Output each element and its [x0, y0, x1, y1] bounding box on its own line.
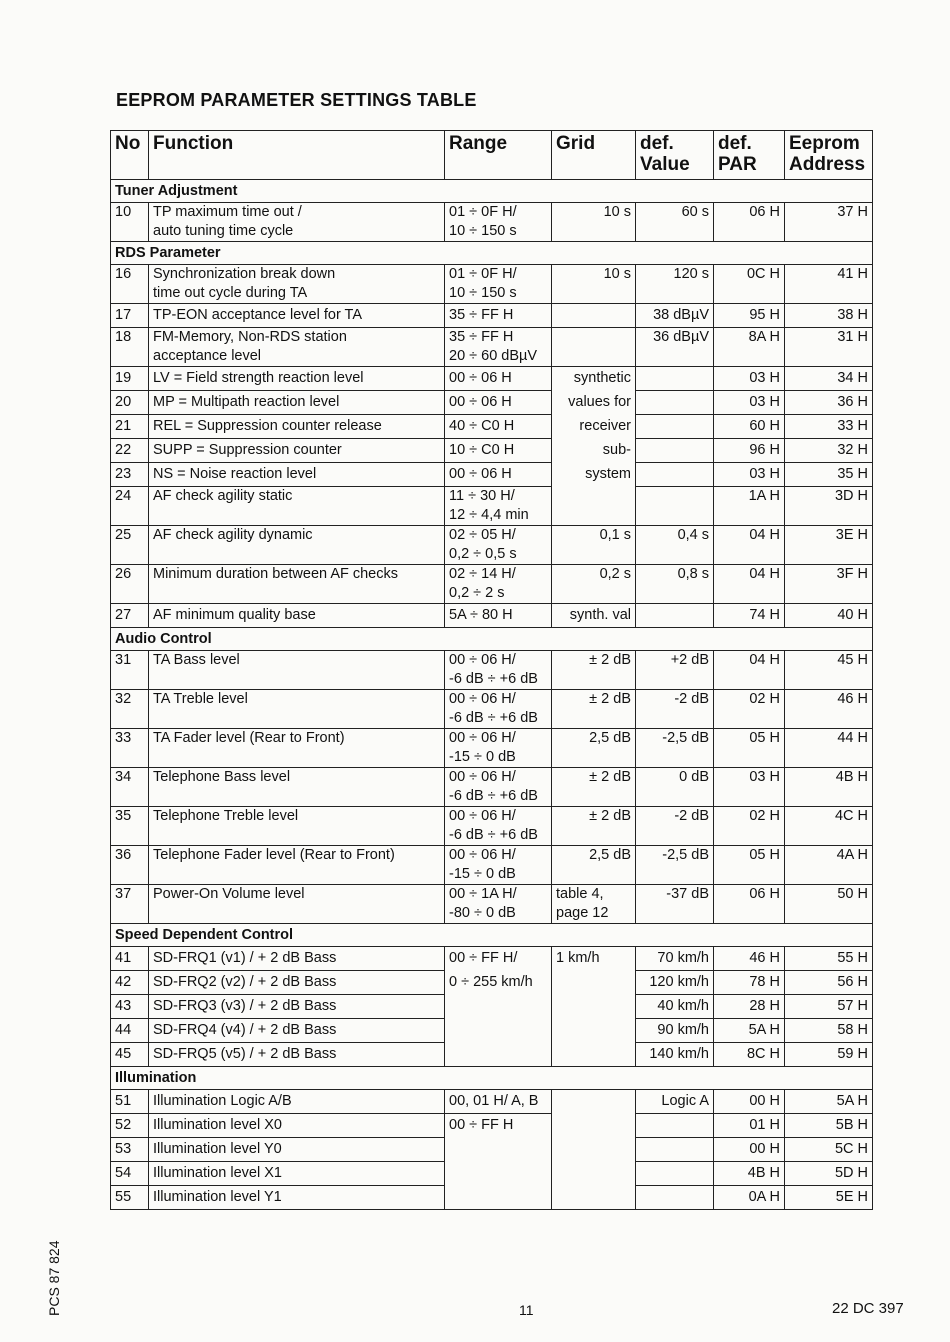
cell-def-par: 0A H: [714, 1186, 785, 1210]
cell-grid: 1 km/h: [552, 947, 636, 971]
cell-range: 35 ÷ FF H 20 ÷ 60 dBµV: [445, 328, 552, 367]
table-row: [111, 487, 873, 526]
cell-function: AF check agility static: [149, 487, 445, 526]
cell-def-value: 0,4 s: [636, 526, 714, 565]
cell-grid: [552, 1043, 636, 1067]
section-title: Tuner Adjustment: [111, 180, 873, 203]
cell-grid: ± 2 dB: [552, 807, 636, 846]
cell-def-value: +2 dB: [636, 651, 714, 690]
cell-def-par: 0C H: [714, 265, 785, 304]
cell-eeprom-address: 5B H: [785, 1114, 873, 1138]
section-title: Illumination: [111, 1067, 873, 1090]
cell-no: 43: [111, 995, 149, 1019]
cell-def-par: 46 H: [714, 947, 785, 971]
cell-range: 40 ÷ C0 H: [445, 415, 552, 439]
cell-def-value: 140 km/h: [636, 1043, 714, 1067]
cell-def-value: 0 dB: [636, 768, 714, 807]
cell-eeprom-address: 5D H: [785, 1162, 873, 1186]
cell-range: 00 ÷ FF H: [445, 1114, 552, 1138]
cell-def-value: 60 s: [636, 203, 714, 242]
table-row: [111, 1043, 873, 1067]
cell-def-par: 1A H: [714, 487, 785, 526]
cell-def-par: 8C H: [714, 1043, 785, 1067]
table-row: [111, 565, 873, 604]
cell-grid: 0,1 s: [552, 526, 636, 565]
cell-def-par: 60 H: [714, 415, 785, 439]
cell-range: 02 ÷ 14 H/ 0,2 ÷ 2 s: [445, 565, 552, 604]
cell-range: 01 ÷ 0F H/ 10 ÷ 150 s: [445, 203, 552, 242]
cell-eeprom-address: 41 H: [785, 265, 873, 304]
cell-grid: [552, 304, 636, 328]
header-range: Range: [445, 131, 552, 180]
cell-function: SD-FRQ1 (v1) / + 2 dB Bass: [149, 947, 445, 971]
cell-grid: ± 2 dB: [552, 768, 636, 807]
header-def-par: def. PAR: [714, 131, 785, 180]
cell-eeprom-address: 38 H: [785, 304, 873, 328]
table-row: [111, 604, 873, 628]
cell-eeprom-address: 34 H: [785, 367, 873, 391]
side-document-code: PCS 87 824: [46, 1240, 62, 1316]
cell-def-value: 36 dBµV: [636, 328, 714, 367]
cell-def-value: 90 km/h: [636, 1019, 714, 1043]
table-row: [111, 947, 873, 971]
cell-def-par: 96 H: [714, 439, 785, 463]
cell-no: 55: [111, 1186, 149, 1210]
cell-def-par: 04 H: [714, 565, 785, 604]
cell-eeprom-address: 4C H: [785, 807, 873, 846]
cell-eeprom-address: 40 H: [785, 604, 873, 628]
cell-grid: receiver: [552, 415, 636, 439]
cell-range: 00 ÷ 06 H/ -15 ÷ 0 dB: [445, 846, 552, 885]
cell-grid: ± 2 dB: [552, 690, 636, 729]
cell-def-par: 03 H: [714, 391, 785, 415]
cell-def-value: [636, 367, 714, 391]
cell-no: 54: [111, 1162, 149, 1186]
header-def-value: def. Value: [636, 131, 714, 180]
cell-range: 00 ÷ 06 H/ -6 dB ÷ +6 dB: [445, 651, 552, 690]
cell-def-par: 28 H: [714, 995, 785, 1019]
cell-no: 21: [111, 415, 149, 439]
cell-def-value: 0,8 s: [636, 565, 714, 604]
cell-def-value: [636, 391, 714, 415]
table-row: [111, 995, 873, 1019]
cell-eeprom-address: 50 H: [785, 885, 873, 924]
cell-def-par: 8A H: [714, 328, 785, 367]
cell-def-value: -2 dB: [636, 807, 714, 846]
section-title: RDS Parameter: [111, 242, 873, 265]
table-row: [111, 1114, 873, 1138]
cell-eeprom-address: 31 H: [785, 328, 873, 367]
cell-def-par: 5A H: [714, 1019, 785, 1043]
cell-no: 52: [111, 1114, 149, 1138]
cell-no: 19: [111, 367, 149, 391]
cell-eeprom-address: 3E H: [785, 526, 873, 565]
cell-eeprom-address: 59 H: [785, 1043, 873, 1067]
cell-def-value: [636, 439, 714, 463]
cell-eeprom-address: 45 H: [785, 651, 873, 690]
cell-range: 00 ÷ 06 H/ -6 dB ÷ +6 dB: [445, 807, 552, 846]
cell-eeprom-address: 36 H: [785, 391, 873, 415]
cell-range: 00 ÷ 06 H: [445, 367, 552, 391]
cell-function: TA Treble level: [149, 690, 445, 729]
cell-function: SUPP = Suppression counter: [149, 439, 445, 463]
table-row: [111, 265, 873, 304]
cell-def-value: [636, 487, 714, 526]
cell-def-par: 00 H: [714, 1138, 785, 1162]
cell-function: LV = Field strength reaction level: [149, 367, 445, 391]
table-row: [111, 415, 873, 439]
cell-def-par: 06 H: [714, 203, 785, 242]
cell-eeprom-address: 5E H: [785, 1186, 873, 1210]
cell-grid: 0,2 s: [552, 565, 636, 604]
cell-grid: [552, 1186, 636, 1210]
cell-function: Synchronization break down time out cycle during TA: [149, 265, 445, 304]
cell-grid: [552, 1114, 636, 1138]
cell-eeprom-address: 44 H: [785, 729, 873, 768]
cell-def-par: 05 H: [714, 846, 785, 885]
cell-eeprom-address: 32 H: [785, 439, 873, 463]
cell-eeprom-address: 33 H: [785, 415, 873, 439]
cell-def-par: 74 H: [714, 604, 785, 628]
cell-range: 00 ÷ 06 H/ -15 ÷ 0 dB: [445, 729, 552, 768]
cell-def-par: 04 H: [714, 651, 785, 690]
table-row: [111, 328, 873, 367]
cell-no: 31: [111, 651, 149, 690]
cell-grid: table 4, page 12: [552, 885, 636, 924]
cell-function: TA Bass level: [149, 651, 445, 690]
cell-def-value: [636, 415, 714, 439]
cell-function: TP-EON acceptance level for TA: [149, 304, 445, 328]
cell-range: [445, 1138, 552, 1162]
cell-def-par: 02 H: [714, 807, 785, 846]
table-row: [111, 1186, 873, 1210]
header-grid: Grid: [552, 131, 636, 180]
table-row: [111, 439, 873, 463]
table-row: [111, 807, 873, 846]
table-row: [111, 690, 873, 729]
section-row: [111, 242, 873, 265]
cell-range: [445, 1186, 552, 1210]
cell-def-value: 120 km/h: [636, 971, 714, 995]
cell-def-value: 40 km/h: [636, 995, 714, 1019]
cell-no: 33: [111, 729, 149, 768]
cell-range: 02 ÷ 05 H/ 0,2 ÷ 0,5 s: [445, 526, 552, 565]
eeprom-parameter-table: [110, 130, 873, 1210]
cell-def-value: -2,5 dB: [636, 846, 714, 885]
cell-grid: [552, 1138, 636, 1162]
cell-no: 51: [111, 1090, 149, 1114]
cell-def-par: 95 H: [714, 304, 785, 328]
table-row: [111, 768, 873, 807]
cell-def-par: 03 H: [714, 768, 785, 807]
cell-no: 53: [111, 1138, 149, 1162]
cell-function: FM-Memory, Non-RDS station acceptance level: [149, 328, 445, 367]
table-row: [111, 651, 873, 690]
cell-def-value: 70 km/h: [636, 947, 714, 971]
header-function: Function: [149, 131, 445, 180]
table-row: [111, 885, 873, 924]
cell-function: Telephone Treble level: [149, 807, 445, 846]
cell-no: 26: [111, 565, 149, 604]
cell-function: REL = Suppression counter release: [149, 415, 445, 439]
cell-def-par: 78 H: [714, 971, 785, 995]
cell-def-value: -2,5 dB: [636, 729, 714, 768]
cell-def-par: 01 H: [714, 1114, 785, 1138]
cell-no: 42: [111, 971, 149, 995]
cell-function: Telephone Fader level (Rear to Front): [149, 846, 445, 885]
cell-grid: [552, 1162, 636, 1186]
cell-def-par: 03 H: [714, 367, 785, 391]
cell-no: 18: [111, 328, 149, 367]
cell-grid: sub-: [552, 439, 636, 463]
cell-function: AF check agility dynamic: [149, 526, 445, 565]
table-row: [111, 1162, 873, 1186]
cell-grid: system: [552, 463, 636, 487]
cell-def-par: 00 H: [714, 1090, 785, 1114]
cell-no: 24: [111, 487, 149, 526]
cell-def-value: 38 dBµV: [636, 304, 714, 328]
table-header-row: [111, 131, 873, 180]
table-row: [111, 1019, 873, 1043]
cell-function: Illumination level Y1: [149, 1186, 445, 1210]
cell-no: 25: [111, 526, 149, 565]
cell-no: 23: [111, 463, 149, 487]
section-row: [111, 180, 873, 203]
cell-eeprom-address: 56 H: [785, 971, 873, 995]
table-row: [111, 729, 873, 768]
cell-function: NS = Noise reaction level: [149, 463, 445, 487]
cell-def-value: [636, 1162, 714, 1186]
cell-range: 00, 01 H/ A, B: [445, 1090, 552, 1114]
cell-no: 10: [111, 203, 149, 242]
cell-no: 37: [111, 885, 149, 924]
header-no: No: [111, 131, 149, 180]
cell-range: [445, 1043, 552, 1067]
cell-no: 32: [111, 690, 149, 729]
cell-def-par: 03 H: [714, 463, 785, 487]
cell-function: Minimum duration between AF checks: [149, 565, 445, 604]
table-row: [111, 463, 873, 487]
cell-grid: [552, 1019, 636, 1043]
table-row: [111, 391, 873, 415]
section-row: [111, 1067, 873, 1090]
cell-eeprom-address: 58 H: [785, 1019, 873, 1043]
cell-function: Illumination Logic A/B: [149, 1090, 445, 1114]
cell-range: 0 ÷ 255 km/h: [445, 971, 552, 995]
cell-no: 45: [111, 1043, 149, 1067]
cell-def-par: 04 H: [714, 526, 785, 565]
cell-def-value: 120 s: [636, 265, 714, 304]
cell-range: 00 ÷ 06 H/ -6 dB ÷ +6 dB: [445, 690, 552, 729]
cell-range: [445, 1019, 552, 1043]
cell-eeprom-address: 46 H: [785, 690, 873, 729]
table-row: [111, 367, 873, 391]
cell-function: Illumination level X0: [149, 1114, 445, 1138]
cell-function: Power-On Volume level: [149, 885, 445, 924]
cell-grid: values for: [552, 391, 636, 415]
cell-range: 5A ÷ 80 H: [445, 604, 552, 628]
section-row: [111, 628, 873, 651]
cell-eeprom-address: 5C H: [785, 1138, 873, 1162]
cell-no: 20: [111, 391, 149, 415]
section-row: [111, 924, 873, 947]
cell-grid: synth. val: [552, 604, 636, 628]
table-row: [111, 1138, 873, 1162]
cell-no: 16: [111, 265, 149, 304]
cell-def-value: [636, 1114, 714, 1138]
cell-no: 44: [111, 1019, 149, 1043]
cell-range: 00 ÷ 06 H/ -6 dB ÷ +6 dB: [445, 768, 552, 807]
cell-no: 34: [111, 768, 149, 807]
cell-def-value: [636, 1138, 714, 1162]
table-row: [111, 1090, 873, 1114]
table-row: [111, 846, 873, 885]
cell-def-par: 4B H: [714, 1162, 785, 1186]
table-row: [111, 526, 873, 565]
cell-function: TA Fader level (Rear to Front): [149, 729, 445, 768]
cell-eeprom-address: 5A H: [785, 1090, 873, 1114]
cell-eeprom-address: 3D H: [785, 487, 873, 526]
cell-grid: [552, 971, 636, 995]
cell-grid: [552, 1090, 636, 1114]
cell-grid: 10 s: [552, 265, 636, 304]
cell-grid: 2,5 dB: [552, 846, 636, 885]
table-row: [111, 203, 873, 242]
cell-function: SD-FRQ3 (v3) / + 2 dB Bass: [149, 995, 445, 1019]
cell-def-value: -37 dB: [636, 885, 714, 924]
table-row: [111, 971, 873, 995]
cell-range: 00 ÷ 1A H/ -80 ÷ 0 dB: [445, 885, 552, 924]
cell-eeprom-address: 57 H: [785, 995, 873, 1019]
cell-eeprom-address: 4B H: [785, 768, 873, 807]
section-title: Speed Dependent Control: [111, 924, 873, 947]
page-title: EEPROM PARAMETER SETTINGS TABLE: [116, 90, 477, 110]
cell-def-value: Logic A: [636, 1090, 714, 1114]
cell-range: 35 ÷ FF H: [445, 304, 552, 328]
cell-grid: 10 s: [552, 203, 636, 242]
cell-def-par: 05 H: [714, 729, 785, 768]
cell-eeprom-address: 37 H: [785, 203, 873, 242]
cell-function: Illumination level X1: [149, 1162, 445, 1186]
cell-range: 00 ÷ 06 H: [445, 391, 552, 415]
cell-def-value: [636, 463, 714, 487]
cell-def-value: [636, 604, 714, 628]
cell-no: 22: [111, 439, 149, 463]
cell-eeprom-address: 35 H: [785, 463, 873, 487]
cell-def-par: 06 H: [714, 885, 785, 924]
table-row: [111, 304, 873, 328]
cell-function: Telephone Bass level: [149, 768, 445, 807]
cell-function: SD-FRQ5 (v5) / + 2 dB Bass: [149, 1043, 445, 1067]
cell-range: 00 ÷ FF H/: [445, 947, 552, 971]
cell-function: MP = Multipath reaction level: [149, 391, 445, 415]
cell-grid: [552, 328, 636, 367]
cell-range: 01 ÷ 0F H/ 10 ÷ 150 s: [445, 265, 552, 304]
cell-function: SD-FRQ2 (v2) / + 2 dB Bass: [149, 971, 445, 995]
cell-eeprom-address: 4A H: [785, 846, 873, 885]
cell-grid: 2,5 dB: [552, 729, 636, 768]
cell-eeprom-address: 3F H: [785, 565, 873, 604]
cell-function: Illumination level Y0: [149, 1138, 445, 1162]
header-eeprom-address: Eeprom Address: [785, 131, 873, 180]
cell-grid: [552, 995, 636, 1019]
cell-grid: [552, 487, 636, 526]
cell-range: 10 ÷ C0 H: [445, 439, 552, 463]
document-code: 22 DC 397: [832, 1300, 904, 1317]
cell-no: 35: [111, 807, 149, 846]
cell-grid: ± 2 dB: [552, 651, 636, 690]
cell-function: SD-FRQ4 (v4) / + 2 dB Bass: [149, 1019, 445, 1043]
cell-no: 36: [111, 846, 149, 885]
cell-def-value: -2 dB: [636, 690, 714, 729]
section-title: Audio Control: [111, 628, 873, 651]
cell-range: 11 ÷ 30 H/ 12 ÷ 4,4 min: [445, 487, 552, 526]
cell-range: 00 ÷ 06 H: [445, 463, 552, 487]
cell-def-value: [636, 1186, 714, 1210]
cell-function: TP maximum time out / auto tuning time cycle: [149, 203, 445, 242]
cell-def-par: 02 H: [714, 690, 785, 729]
cell-grid: synthetic: [552, 367, 636, 391]
cell-no: 27: [111, 604, 149, 628]
cell-eeprom-address: 55 H: [785, 947, 873, 971]
cell-no: 17: [111, 304, 149, 328]
cell-range: [445, 995, 552, 1019]
page-number: 11: [519, 1302, 534, 1318]
cell-range: [445, 1162, 552, 1186]
cell-function: AF minimum quality base: [149, 604, 445, 628]
cell-no: 41: [111, 947, 149, 971]
